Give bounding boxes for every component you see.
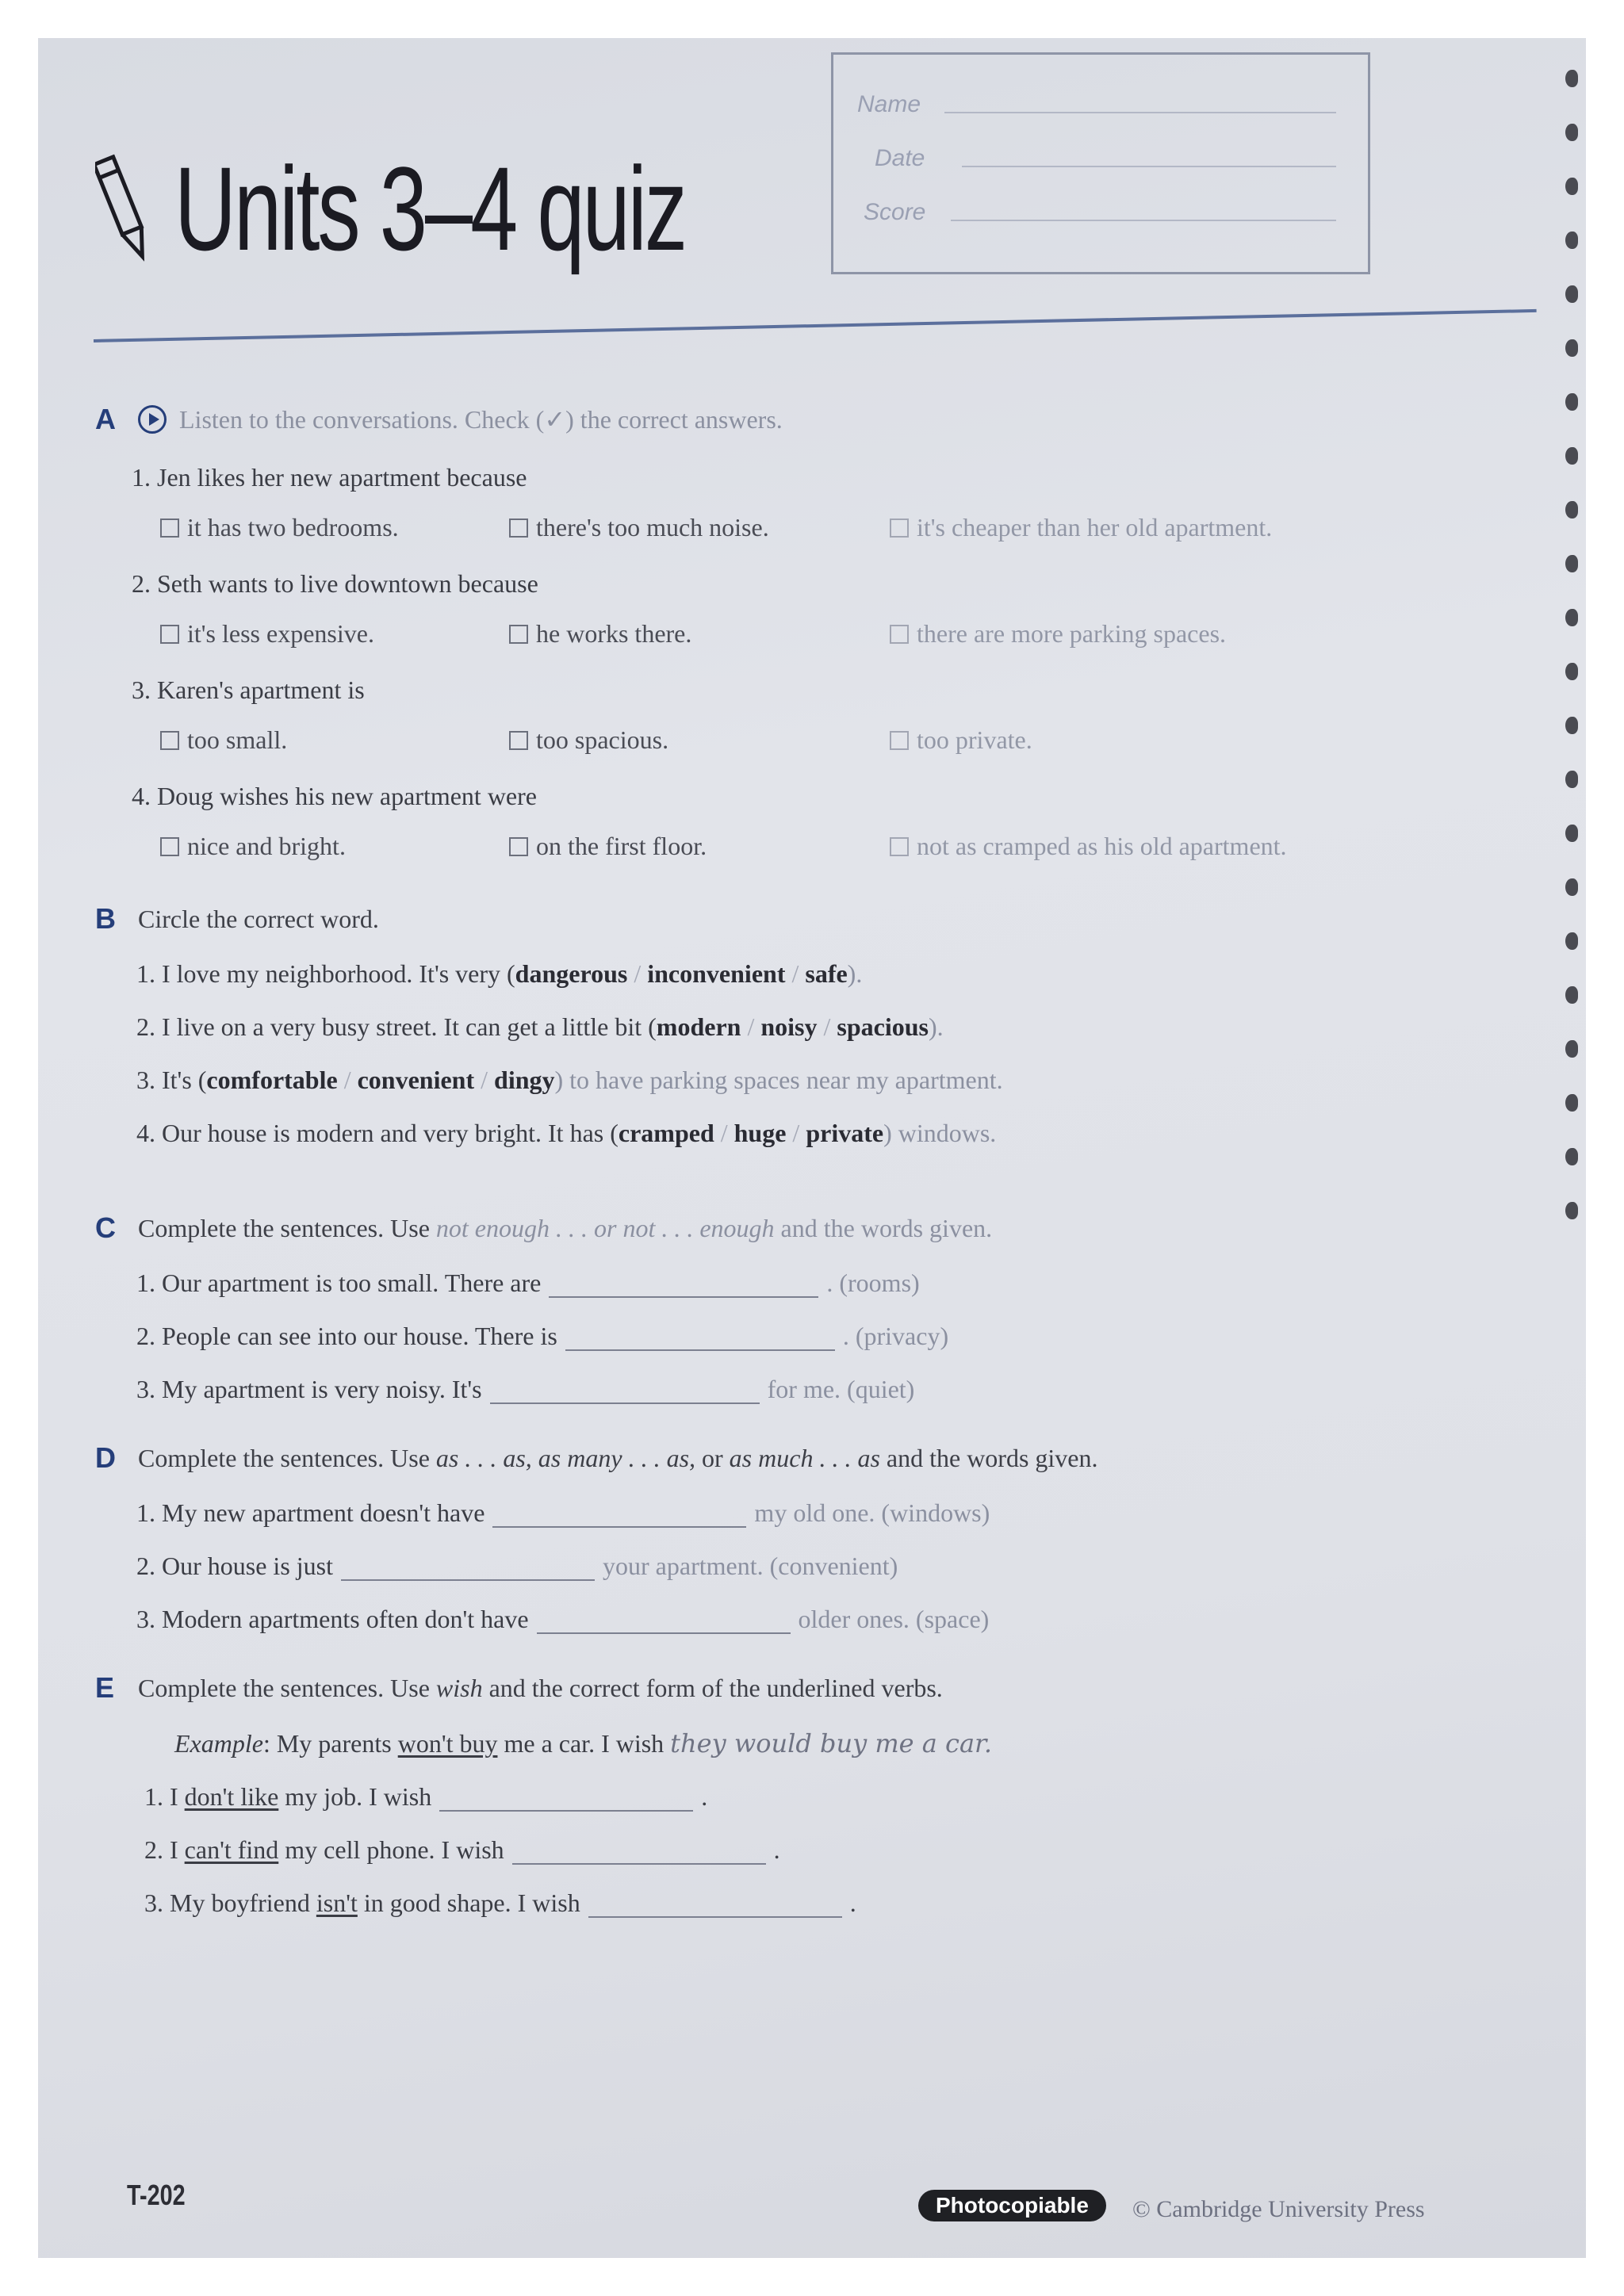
example-text: : My parents — [262, 1729, 392, 1758]
answer-checkbox[interactable] — [890, 837, 909, 856]
binding-ring — [1565, 232, 1578, 249]
answer-blank[interactable] — [341, 1556, 595, 1581]
binding-ring — [1565, 70, 1578, 87]
choice-separator: / — [720, 1119, 728, 1147]
answer-blank[interactable] — [490, 1379, 760, 1404]
wish-sentence — [144, 1782, 992, 1812]
sentence-end: . — [849, 1888, 856, 1917]
section-letter: C — [95, 1211, 116, 1244]
sentence-text: 4. Our house is modern and very bright. It has ( — [136, 1119, 619, 1147]
word-choice[interactable]: huge — [733, 1119, 787, 1147]
instruction-text: Complete the sentences. Use — [138, 1213, 430, 1242]
worksheet-page — [38, 38, 1586, 2258]
date-label: Date — [875, 145, 925, 171]
score-field[interactable] — [951, 220, 1336, 221]
answer-options — [160, 619, 1287, 649]
sentence-text: ). — [928, 1012, 944, 1041]
sentence-text: 2. Our house is just — [136, 1552, 333, 1580]
date-row — [875, 140, 1336, 172]
sentence-end: . — [773, 1835, 780, 1864]
section-a-instruction: Listen to the conversations. Check (✓) the correct answers. — [179, 405, 783, 434]
answer-checkbox[interactable] — [509, 837, 528, 856]
score-row — [864, 194, 1336, 226]
instruction-text: Complete the sentences. Use — [138, 1673, 430, 1702]
section-c-instruction — [138, 1214, 992, 1243]
circle-sentence — [136, 1066, 1003, 1095]
section-b-heading — [95, 902, 1003, 936]
example-label: Example — [174, 1729, 263, 1758]
binding-ring — [1565, 285, 1578, 303]
word-hint: (privacy) — [855, 1322, 949, 1350]
fill-in-sentence — [136, 1375, 992, 1404]
instruction-text: and the correct form of the underlined verbs. — [488, 1673, 943, 1702]
fill-in-sentence — [136, 1269, 992, 1298]
choice-separator: / — [343, 1066, 351, 1094]
instruction-text: or — [593, 1213, 617, 1242]
binding-ring — [1565, 1040, 1578, 1058]
answer-options — [160, 725, 1287, 755]
sentence-text: 3. My apartment is very noisy. It's — [136, 1375, 482, 1403]
answer-checkbox[interactable] — [160, 837, 179, 856]
choice-separator: / — [634, 959, 642, 988]
answer-blank[interactable] — [588, 1892, 842, 1918]
choice-separator: / — [747, 1012, 755, 1041]
section-c-heading — [95, 1211, 992, 1245]
question-text: 3. Karen's apartment is — [132, 675, 365, 704]
question-text: 4. Doug wishes his new apartment were — [132, 782, 537, 810]
section-letter: D — [95, 1441, 116, 1474]
section-a-questions — [95, 463, 1287, 861]
section-d-items — [95, 1498, 1098, 1634]
sentence-text: 2. I — [144, 1835, 178, 1864]
wish-sentence — [144, 1835, 992, 1865]
answer-checkbox[interactable] — [890, 519, 909, 538]
choice-separator: / — [792, 1119, 800, 1147]
wish-sentence — [144, 1888, 992, 1918]
sentence-end: . — [701, 1782, 708, 1811]
instruction-text: and the words given. — [886, 1443, 1098, 1472]
answer-checkbox[interactable] — [509, 731, 528, 750]
example-underlined-verb: won't buy — [397, 1729, 498, 1758]
answer-checkbox[interactable] — [509, 625, 528, 644]
binding-ring — [1565, 878, 1578, 896]
answer-option[interactable] — [509, 513, 890, 542]
sentence-text: 3. My boyfriend — [144, 1888, 310, 1917]
sentence-text: 2. I live on a very busy street. It can get a little bit ( — [136, 1012, 657, 1041]
underlined-verb: don't like — [184, 1782, 279, 1811]
section-a-heading — [95, 403, 1287, 436]
answer-option-label: too small. — [187, 725, 288, 754]
answer-option-label: on the first floor. — [536, 832, 707, 860]
choice-separator: / — [791, 959, 799, 988]
underlined-verb: isn't — [316, 1888, 358, 1917]
binding-ring — [1565, 825, 1578, 842]
binding-ring — [1565, 609, 1578, 626]
underlined-verb: can't find — [184, 1835, 279, 1864]
pencil-icon — [95, 149, 151, 268]
section-letter: B — [95, 902, 116, 935]
question-text: 2. Seth wants to live downtown because — [132, 569, 538, 598]
word-choice[interactable]: spacious — [837, 1012, 929, 1041]
answer-blank[interactable] — [565, 1326, 835, 1351]
circle-sentence — [136, 1012, 1003, 1042]
word-choice[interactable]: noisy — [760, 1012, 818, 1041]
sentence-text: my cell phone. I wish — [285, 1835, 504, 1864]
circle-sentence — [136, 1119, 1003, 1148]
answer-option[interactable] — [890, 725, 1032, 755]
word-hint: (windows) — [881, 1498, 990, 1527]
name-label: Name — [857, 91, 921, 117]
word-hint: (convenient) — [769, 1552, 898, 1580]
word-choice[interactable]: modern — [656, 1012, 741, 1041]
binding-ring — [1565, 1148, 1578, 1165]
answer-checkbox[interactable] — [160, 731, 179, 750]
sentence-text: my job. I wish — [285, 1782, 432, 1811]
student-info-box — [831, 52, 1370, 274]
sentence-text: in good shape. I wish — [363, 1888, 580, 1917]
answer-blank[interactable] — [549, 1272, 818, 1298]
answer-option-label: it has two bedrooms. — [187, 513, 399, 541]
answer-checkbox[interactable] — [890, 731, 909, 750]
answer-option[interactable] — [160, 513, 509, 542]
sentence-text: 3. It's ( — [136, 1066, 207, 1094]
answer-option-label: there's too much noise. — [536, 513, 769, 541]
binding-ring — [1565, 501, 1578, 519]
answer-checkbox[interactable] — [509, 519, 528, 538]
word-hint: (quiet) — [847, 1375, 915, 1403]
binding-ring — [1565, 447, 1578, 465]
binding-ring — [1565, 555, 1578, 572]
title-block — [95, 142, 884, 275]
sentence-text: 2. People can see into our house. There is — [136, 1322, 557, 1350]
sentence-text: . — [826, 1269, 833, 1297]
example-line — [174, 1728, 992, 1758]
binding-ring — [1565, 663, 1578, 680]
binding-ring — [1565, 124, 1578, 141]
sentence-text: ) to have parking spaces near my apartment. — [554, 1066, 1003, 1094]
fill-in-sentence — [136, 1498, 1098, 1528]
page-number: T-202 — [127, 2179, 186, 2211]
answer-option[interactable] — [160, 725, 509, 755]
answer-option-label: too spacious. — [536, 725, 669, 754]
section-c-items — [95, 1269, 992, 1404]
binding-ring — [1565, 932, 1578, 950]
sentence-text: your apartment. — [603, 1552, 764, 1580]
answer-option-label: there are more parking spaces. — [917, 619, 1227, 648]
fill-in-sentence — [136, 1322, 992, 1351]
answer-option[interactable] — [890, 619, 1226, 649]
page-title: Units 3–4 quiz — [174, 142, 686, 275]
choice-separator: / — [481, 1066, 488, 1094]
binding-ring — [1565, 393, 1578, 411]
answer-option-label: nice and bright. — [187, 832, 346, 860]
word-hint: (rooms) — [839, 1269, 920, 1297]
word-hint: (space) — [915, 1605, 990, 1633]
answer-option-label: too private. — [917, 725, 1032, 754]
name-row — [857, 86, 1336, 118]
binding-ring — [1565, 1094, 1578, 1112]
instruction-text: or — [702, 1443, 723, 1472]
answer-checkbox[interactable] — [160, 519, 179, 538]
circle-sentence — [136, 959, 1003, 989]
fill-in-sentence — [136, 1552, 1098, 1581]
audio-play-icon[interactable] — [138, 405, 167, 434]
section-e-instruction — [138, 1674, 943, 1703]
word-choice[interactable]: private — [806, 1119, 884, 1147]
score-label: Score — [864, 199, 926, 225]
section-d-heading — [95, 1441, 1098, 1475]
answer-option-label: it's less expensive. — [187, 619, 374, 648]
binding-ring — [1565, 771, 1578, 788]
name-field[interactable] — [944, 112, 1336, 113]
section-d-instruction — [138, 1444, 1098, 1473]
section-e — [95, 1671, 992, 1918]
word-choice[interactable]: convenient — [357, 1066, 475, 1094]
example-text: me a car. I wish — [504, 1729, 665, 1758]
instruction-emphasis: wish — [435, 1673, 483, 1702]
answer-option-label: not as cramped as his old apartment. — [917, 832, 1287, 860]
answer-option[interactable] — [509, 725, 890, 755]
binding-ring — [1565, 986, 1578, 1004]
section-b-items — [95, 959, 1003, 1148]
word-choice[interactable]: safe — [805, 959, 848, 988]
question-text: 1. Jen likes her new apartment because — [132, 463, 527, 492]
binding-ring — [1565, 717, 1578, 734]
instruction-text: Complete the sentences. Use — [138, 1443, 430, 1472]
word-choice[interactable]: dangerous — [515, 959, 628, 988]
word-choice[interactable]: inconvenient — [647, 959, 786, 988]
sentence-text: 1. I love my neighborhood. It's very ( — [136, 959, 515, 988]
sentence-text: . — [842, 1322, 849, 1350]
answer-option[interactable] — [509, 832, 890, 861]
instruction-text: and the words given. — [780, 1213, 993, 1242]
copyright-notice: © Cambridge University Press — [1132, 2196, 1425, 2222]
answer-option[interactable] — [160, 619, 509, 649]
binding-ring — [1565, 178, 1578, 195]
answer-blank[interactable] — [512, 1839, 766, 1865]
answer-option[interactable] — [509, 619, 890, 649]
answer-options — [160, 513, 1287, 542]
sentence-text: my old one. — [754, 1498, 875, 1527]
answer-option-label: he works there. — [536, 619, 692, 648]
section-b-instruction: Circle the correct word. — [138, 904, 379, 933]
example-answer: they would buy me a car. — [670, 1728, 992, 1758]
answer-option[interactable] — [890, 832, 1287, 861]
sentence-text: 1. My new apartment doesn't have — [136, 1498, 485, 1527]
answer-blank[interactable] — [537, 1609, 791, 1634]
section-d — [95, 1441, 1098, 1634]
sentence-text: ) windows. — [883, 1119, 997, 1147]
instruction-emphasis: as much . . . as — [729, 1443, 880, 1472]
choice-separator: / — [823, 1012, 831, 1041]
word-choice[interactable]: dingy — [494, 1066, 555, 1094]
sentence-text: 3. Modern apartments often don't have — [136, 1605, 529, 1633]
answer-blank[interactable] — [492, 1502, 746, 1528]
answer-option[interactable] — [890, 513, 1272, 542]
word-choice[interactable]: cramped — [618, 1119, 714, 1147]
date-field[interactable] — [962, 166, 1336, 167]
instruction-emphasis: not . . . enough — [622, 1213, 775, 1242]
instruction-emphasis: not enough . . . — [435, 1213, 588, 1242]
answer-checkbox[interactable] — [160, 625, 179, 644]
section-e-items — [95, 1782, 992, 1918]
header-divider — [94, 309, 1537, 342]
photocopiable-badge: Photocopiable — [918, 2190, 1106, 2221]
answer-blank[interactable] — [439, 1786, 693, 1812]
instruction-emphasis: as . . . as, as many . . . as, — [435, 1443, 696, 1472]
answer-checkbox[interactable] — [890, 625, 909, 644]
section-c — [95, 1211, 992, 1404]
section-letter: A — [95, 403, 116, 435]
sentence-text: 1. I — [144, 1782, 178, 1811]
sentence-text: for me. — [767, 1375, 841, 1403]
section-letter: E — [95, 1671, 115, 1704]
answer-option[interactable] — [160, 832, 509, 861]
sentence-text: ). — [847, 959, 863, 988]
spiral-binding — [1549, 70, 1586, 1259]
section-e-heading — [95, 1671, 992, 1705]
section-a — [95, 403, 1287, 861]
section-b — [95, 902, 1003, 1148]
binding-ring — [1565, 1202, 1578, 1219]
word-choice[interactable]: comfortable — [206, 1066, 338, 1094]
sentence-text: 1. Our apartment is too small. There are — [136, 1269, 542, 1297]
answer-option-label: it's cheaper than her old apartment. — [917, 513, 1273, 541]
sentence-text: older ones. — [798, 1605, 910, 1633]
binding-ring — [1565, 339, 1578, 357]
fill-in-sentence — [136, 1605, 1098, 1634]
answer-options — [160, 832, 1287, 861]
